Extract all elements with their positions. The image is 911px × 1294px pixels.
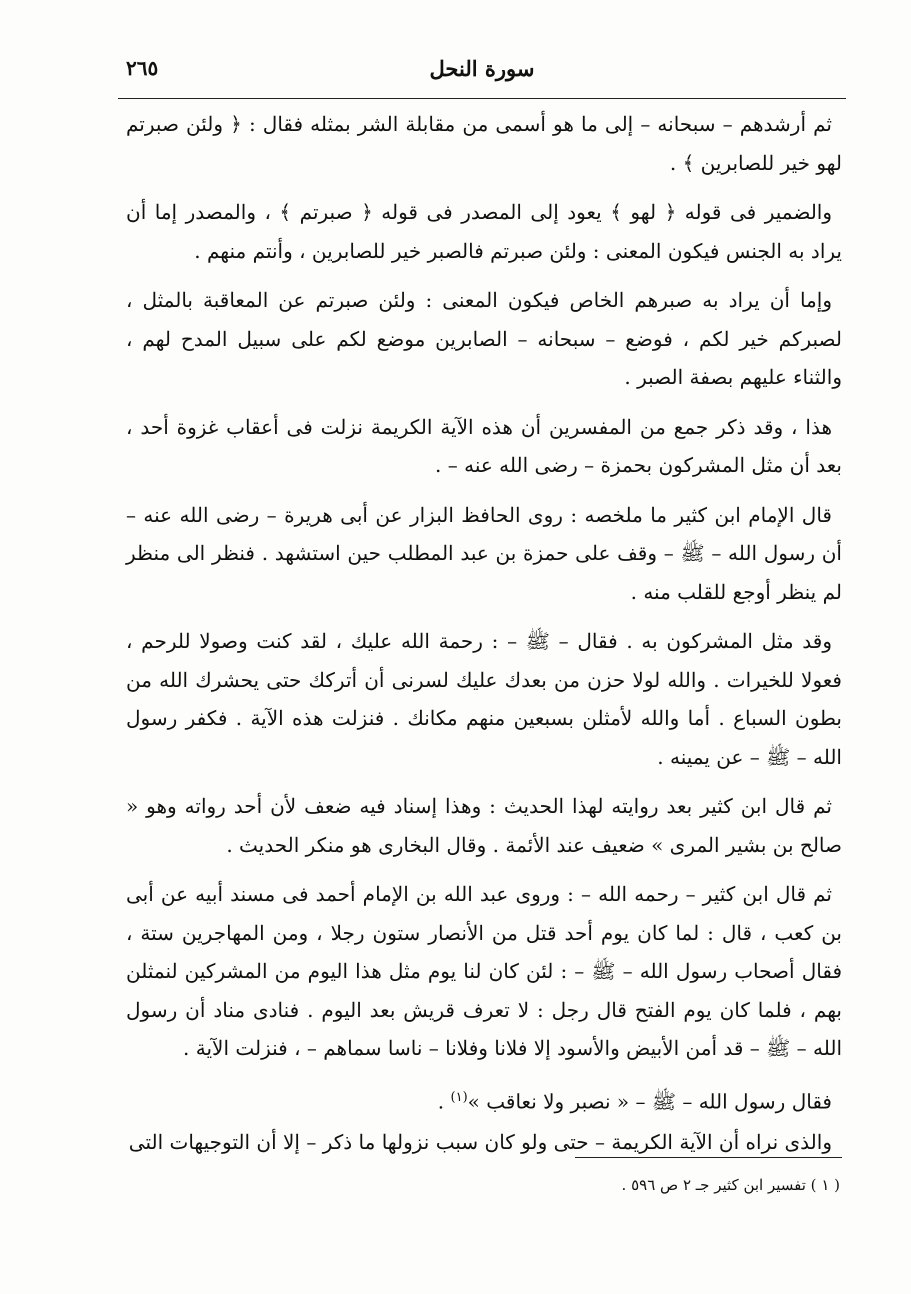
paragraph-with-note <box>126 1079 842 1121</box>
paragraph-text: فقال رسول الله – ﷺ – « نصبر ولا نعاقب » <box>467 1089 832 1114</box>
paragraph: هذا ، وقد ذكر جمع من المفسرين أن هذه الآية الكريمة نزلت فى أعقاب غزوة أحد ، بعد أن مثل المشركون بحمزة – رضى الله عنه – . <box>126 414 842 477</box>
footnote-divider <box>575 1157 842 1158</box>
paragraph: ثم قال ابن كثير بعد روايته لهذا الحديث : وهذا إسناد فيه ضعف لأن أحد رواته وهو « صالح بن بشير المرى » ضعيف عند الأئمة . وقال البخارى هو منكر الحديث . <box>126 794 842 857</box>
paragraph: وقد مثل المشركون به . فقال – ﷺ – : رحمة الله عليك ، لقد كنت وصولا للرحم ، فعولا للخيرات . والله لولا حزن من بعدك عليك لسرنى أن أتركك حتى يحشرك الله من بطون السباع . أما والله لأمثلن بسبعين منهم مكانك . فنزلت هذه الآية . فكفر رسول الله – ﷺ – عن يمينه . <box>126 629 842 769</box>
page-header <box>118 52 846 92</box>
paragraph: وإما أن يراد به صبرهم الخاص فيكون المعنى : ولئن صبرتم عن المعاقبة بالمثل ، لصبركم خير لكم ، فوضع – سبحانه – الصابرين موضع لكم على سبيل المدح لهم ، والثناء عليهم بصفة الصبر . <box>126 288 842 389</box>
sentence-end: . <box>437 1089 451 1114</box>
paragraph: والضمير فى قوله ﴿ لهو ﴾ يعود إلى المصدر فى قوله ﴿ صبرتم ﴾ ، والمصدر إما أن يراد به الجنس فيكون المعنى : ولئن صبرتم فالصبر خير للصابرين ، وأنتم منهم . <box>126 200 842 263</box>
paragraph: قال الإمام ابن كثير ما ملخصه : روى الحافظ البزار عن أبى هريرة – رضى الله عنه – أن رسول الله – ﷺ – وقف على حمزة بن عبد المطلب حين استشهد . فنظر الى منظر لم ينظر أوجع للقلب منه . <box>126 502 842 604</box>
header-divider <box>118 98 846 99</box>
surah-title: سورة النحل <box>429 56 535 81</box>
main-text <box>126 105 842 1172</box>
paragraph: ثم قال ابن كثير – رحمه الله – : وروى عبد الله بن الإمام أحمد فى مسند أبيه عن أبى بن كعب ، قال : لما كان يوم أحد قتل من الأنصار ستون رجلا ، ومن المهاجرين ستة ، فقال أصحاب رسول الله – ﷺ – : لئن كان لنا يوم مثل هذا اليوم من المشركين لنمثلن بهم ، فلما كان يوم الفتح قال رجل : لا تعرف قريش بعد اليوم . فنادى مناد أن رسول الله – ﷺ – قد أمن الأبيض والأسود إلا فلانا وفلانا – ناسا سماهم – ، فنزلت الآية . <box>126 882 842 1060</box>
footnote-marker: (١) <box>450 1089 468 1105</box>
footnote: ( ١ ) تفسير ابن كثير جـ ٢ ص ٥٩٦ . <box>621 1176 840 1194</box>
paragraph: والذى نراه أن الآية الكريمة – حتى ولو كان سبب نزولها ما ذكر – إلا أن التوجيهات التى <box>128 1129 832 1154</box>
paragraph: ثم أرشدهم – سبحانه – إلى ما هو أسمى من مقابلة الشر بمثله فقال : ﴿ ولئن صبرتم لهو خير للصابرين ﴾ . <box>126 112 842 175</box>
page-number: ٢٦٥ <box>126 56 159 80</box>
